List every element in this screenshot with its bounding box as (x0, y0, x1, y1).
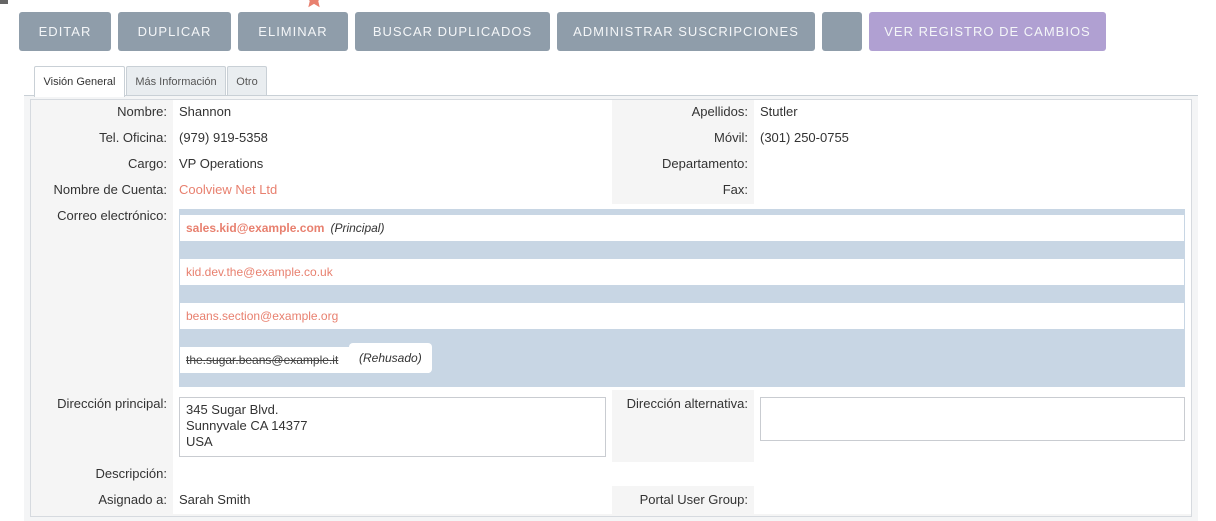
right-values-column (754, 100, 1191, 204)
email-list (179, 209, 1185, 387)
address-line: 345 Sugar Blvd. (186, 402, 279, 417)
title-value: VP Operations (179, 156, 264, 171)
fax-label: Fax: (722, 182, 748, 197)
view-changelog-button[interactable]: VER REGISTRO DE CAMBIOS (869, 12, 1106, 51)
portal-group-label: Portal User Group: (639, 492, 748, 507)
email-link[interactable]: beans.section@example.org (186, 309, 339, 323)
email-label: Correo electrónico: (57, 208, 167, 223)
alt-address-box (760, 397, 1185, 441)
tab-other[interactable]: Otro (227, 66, 267, 96)
department-label: Departamento: (662, 156, 748, 171)
manage-subscriptions-button[interactable]: ADMINISTRAR SUSCRIPCIONES (557, 12, 815, 51)
delete-button[interactable]: ELIMINAR (238, 12, 348, 51)
assigned-to-value: Sarah Smith (179, 492, 251, 507)
portal-group-area (754, 486, 1191, 514)
account-name-label: Nombre de Cuenta: (53, 182, 167, 197)
email-item (180, 303, 1184, 329)
last-name-value: Stutler (760, 104, 798, 119)
last-name-label: Apellidos: (691, 104, 748, 119)
first-name-label: Nombre: (117, 104, 167, 119)
find-duplicates-button[interactable]: BUSCAR DUPLICADOS (355, 12, 550, 51)
first-name-value: Shannon (179, 104, 232, 119)
favorite-star-icon[interactable] (303, 0, 325, 10)
primary-address-box (179, 397, 606, 457)
mobile-value: (301) 250-0755 (760, 130, 849, 145)
address-line: Sunnyvale CA 14377 (186, 418, 308, 433)
title-label: Cargo: (127, 156, 167, 171)
window-edge (0, 0, 8, 4)
email-item (180, 215, 1184, 241)
assigned-to-label: Asignado a: (98, 492, 167, 507)
office-phone-value: (979) 919-5358 (179, 130, 268, 145)
email-opted-out: the.sugar.beans@example.it (186, 353, 339, 367)
description-label: Descripción: (95, 466, 167, 481)
account-name-link[interactable]: Coolview Net Ltd (179, 182, 278, 197)
email-flag: (Principal) (330, 221, 385, 235)
office-phone-label: Tel. Oficina: (99, 130, 167, 145)
alt-address-label: Dirección alternativa: (626, 396, 748, 411)
email-item (180, 259, 1184, 285)
address-line: USA (186, 434, 213, 449)
tab-overview[interactable]: Visión General (34, 66, 125, 97)
email-flag: (Rehusado) (349, 343, 432, 373)
mobile-label: Móvil: (714, 130, 748, 145)
email-link[interactable]: sales.kid@example.com (186, 221, 325, 235)
description-area (173, 462, 1191, 486)
primary-address-label: Dirección principal: (57, 396, 167, 411)
duplicate-button[interactable]: DUPLICAR (118, 12, 231, 51)
email-link[interactable]: kid.dev.the@example.co.uk (186, 265, 333, 279)
more-actions-button[interactable] (822, 12, 862, 51)
tab-more-info[interactable]: Más Información (126, 66, 226, 96)
edit-button[interactable]: EDITAR (19, 12, 111, 51)
